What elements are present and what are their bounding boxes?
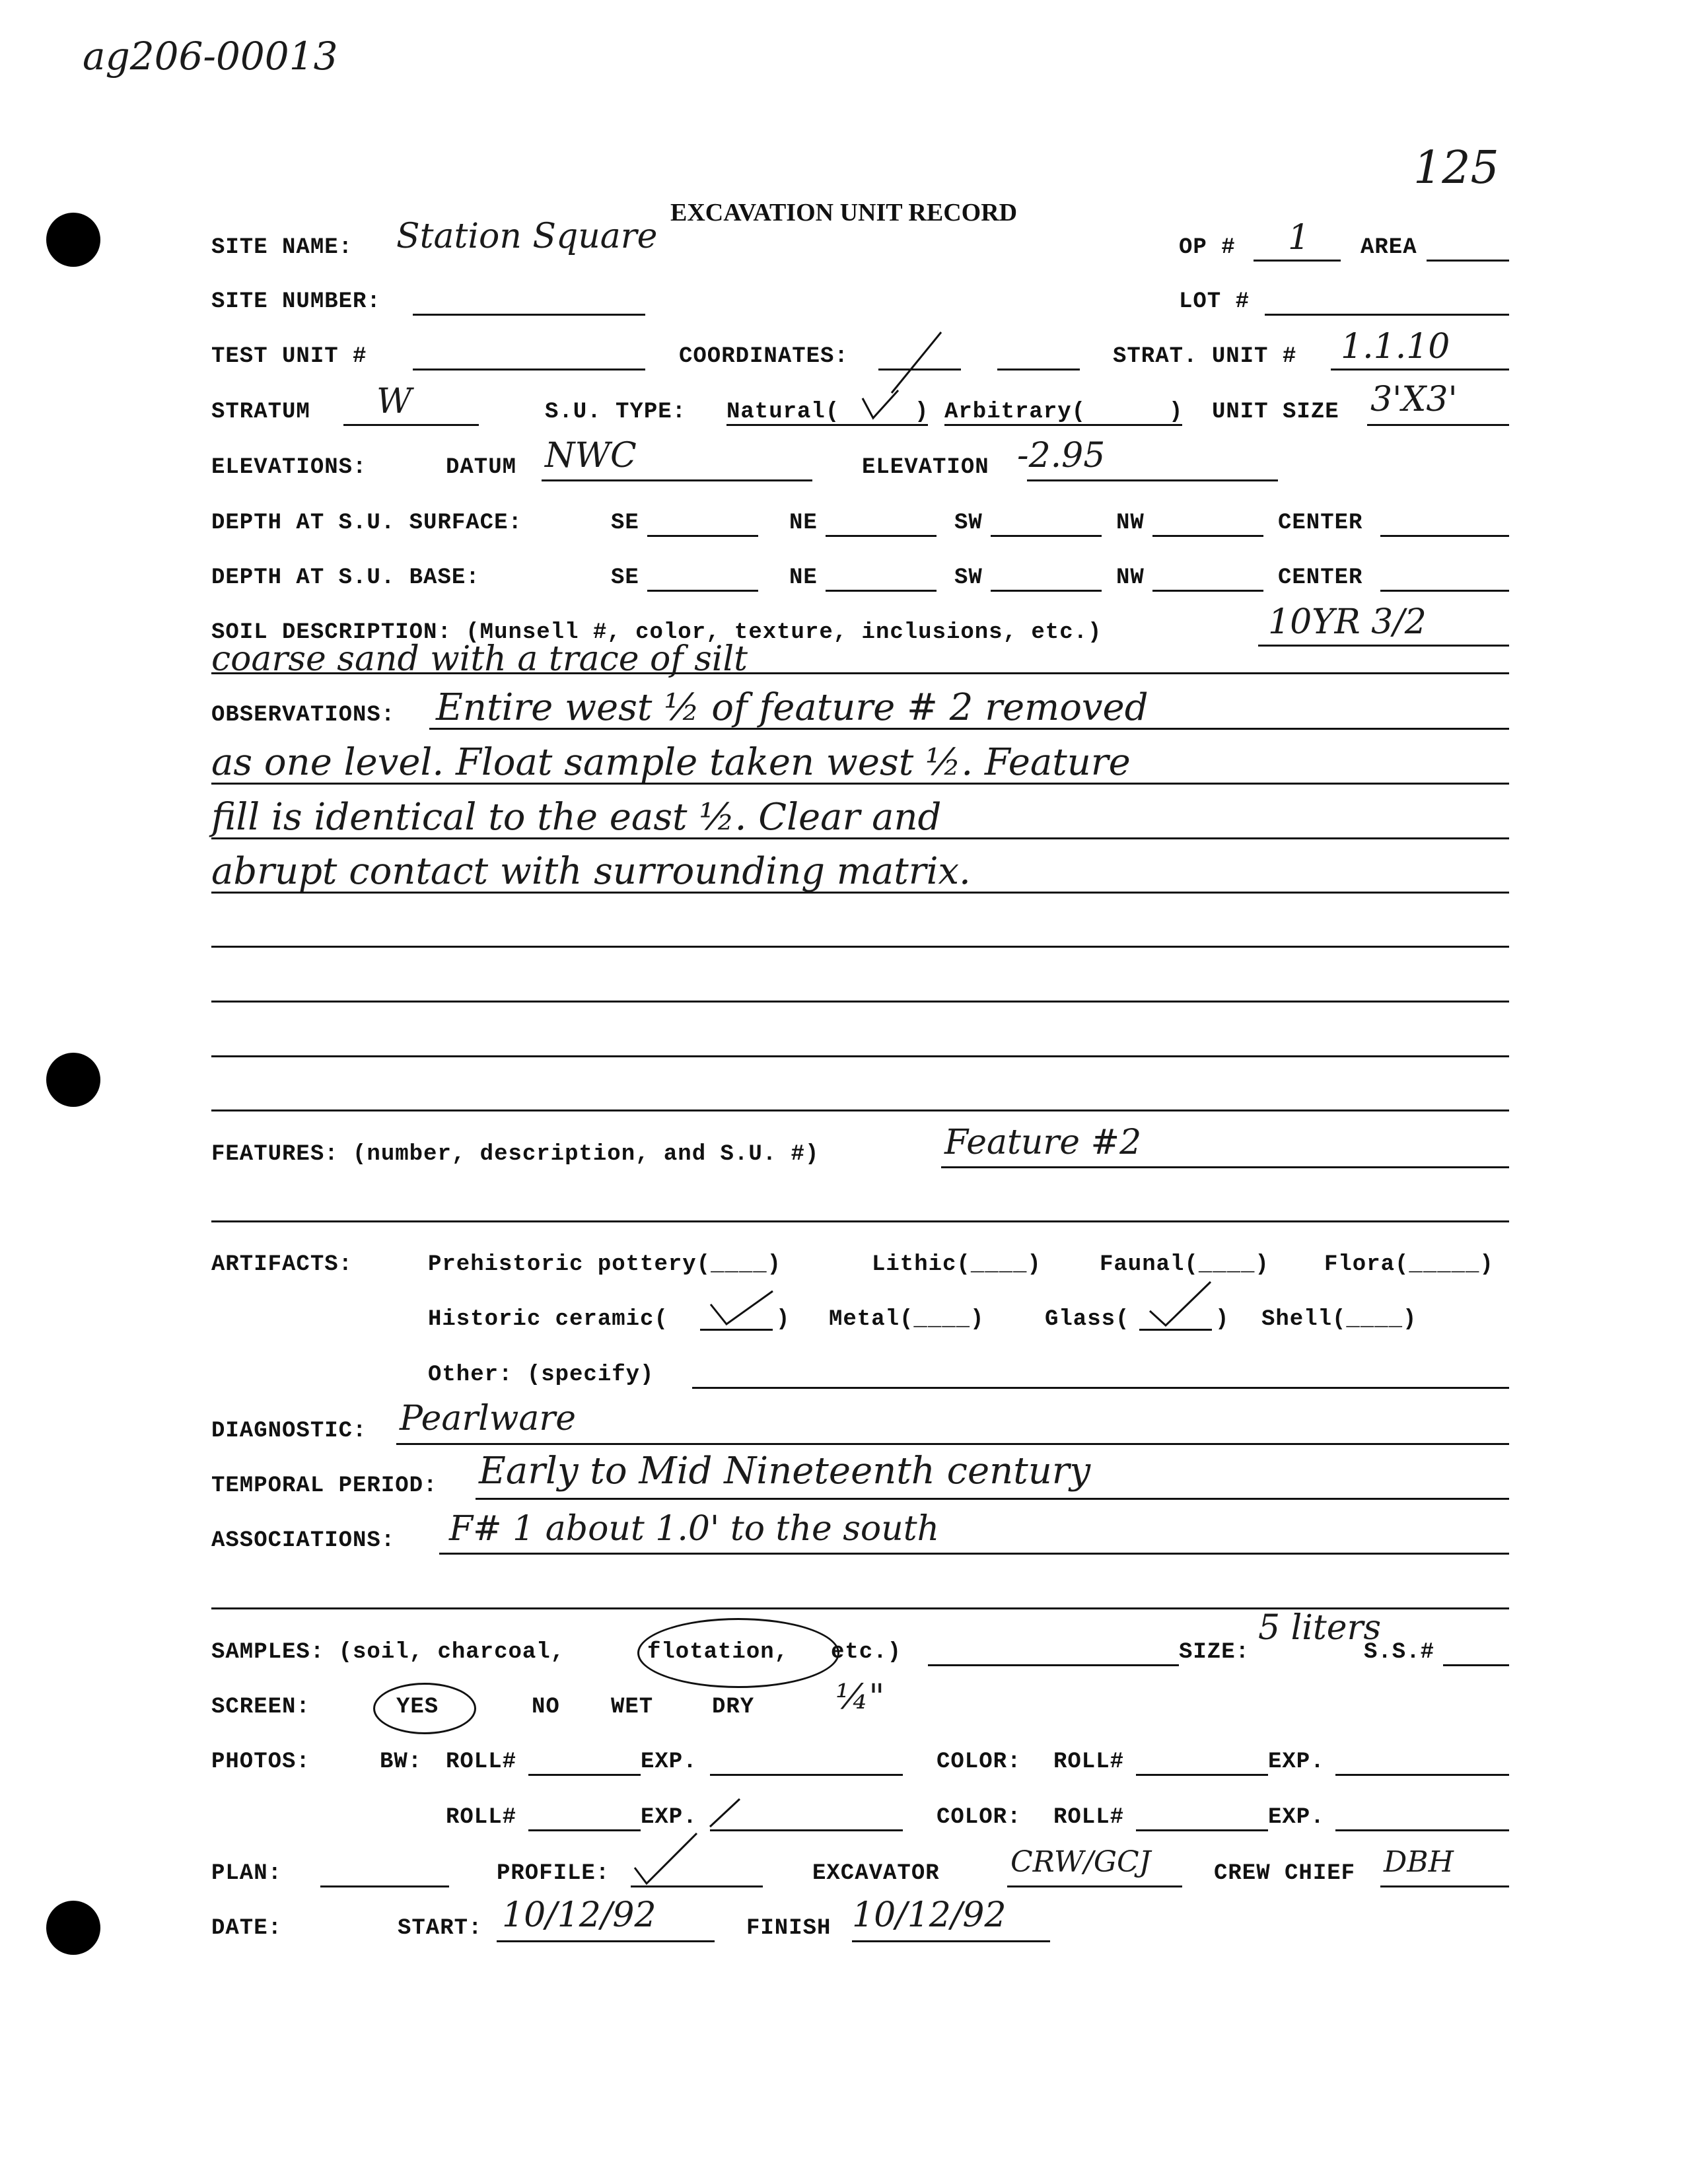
flotation-label: flotation, — [647, 1640, 789, 1665]
depth-base-nw-line — [1152, 590, 1263, 592]
site-number-line — [413, 314, 645, 316]
observations-line-7 — [211, 1055, 1509, 1057]
observations-line-3-text: fill is identical to the east ½. Clear and — [211, 796, 942, 839]
photos-bw-exp-line — [710, 1774, 903, 1776]
shell: Shell(____) — [1261, 1307, 1417, 1332]
site-name-value: Station Square — [396, 217, 658, 256]
test-unit-line — [413, 369, 645, 370]
depth-base-ne-label: NE — [789, 565, 818, 590]
depth-base-se-line — [647, 590, 758, 592]
photos-roll-line-2 — [528, 1829, 641, 1831]
screen-yes-circle-mark — [373, 1683, 476, 1734]
depth-surface-center-label: CENTER — [1278, 511, 1363, 536]
form-title: EXCAVATION UNIT RECORD — [670, 199, 1018, 227]
depth-surface-se-label: SE — [611, 511, 639, 536]
depth-base-nw-label: NW — [1116, 565, 1145, 590]
datum-line — [542, 479, 812, 481]
elevation-line — [1027, 479, 1278, 481]
natural-label: Natural( — [726, 400, 840, 425]
depth-base-center-line — [1380, 590, 1509, 592]
screen-wet: WET — [611, 1695, 654, 1720]
associations-label: ASSOCIATIONS: — [211, 1528, 396, 1553]
size-value: 5 liters — [1258, 1608, 1382, 1648]
historic-ceramic-check-mark — [707, 1285, 779, 1331]
elevation-label: ELEVATION — [862, 455, 989, 480]
finish-line — [852, 1940, 1050, 1942]
document-id: ag206-00013 — [83, 34, 338, 79]
crew-chief-value: DBH — [1384, 1845, 1454, 1879]
soil-description-label: SOIL DESCRIPTION: (Munsell #, color, texture, inclusions, etc.) — [211, 620, 1102, 645]
depth-base-ne-line — [826, 590, 937, 592]
screen-label: SCREEN: — [211, 1695, 310, 1720]
page-number: 125 — [1413, 142, 1499, 194]
photos-color-roll-label-1: ROLL# — [1053, 1749, 1125, 1775]
features-line-2 — [211, 1220, 1509, 1222]
op-label: OP # — [1179, 235, 1236, 260]
lot-label: LOT # — [1179, 289, 1250, 314]
datum-label: DATUM — [446, 455, 517, 480]
photos-roll-label-2: ROLL# — [446, 1805, 517, 1830]
photos-exp-line-2 — [710, 1829, 903, 1831]
strat-unit-label: STRAT. UNIT # — [1113, 344, 1297, 369]
strat-unit-line — [1331, 369, 1509, 370]
metal: Metal(____) — [829, 1307, 985, 1332]
features-label: FEATURES: (number, description, and S.U. #) — [211, 1142, 820, 1167]
natural-underline — [726, 424, 928, 426]
depth-surface-nw-label: NW — [1116, 511, 1145, 536]
test-unit-label: TEST UNIT # — [211, 344, 367, 369]
features-value: Feature #2 — [944, 1123, 1142, 1162]
profile-label: PROFILE: — [497, 1861, 610, 1886]
glass-check-mark — [1146, 1278, 1219, 1331]
photos-bw-label: BW: — [380, 1749, 423, 1775]
observations-line-6 — [211, 1001, 1509, 1003]
size-label: SIZE: — [1179, 1640, 1250, 1665]
op-line — [1254, 260, 1341, 262]
start-line — [497, 1940, 715, 1942]
excavator-label: EXCAVATOR — [812, 1861, 940, 1886]
datum-value: NWC — [545, 436, 637, 476]
photos-color-exp-line-2 — [1335, 1829, 1509, 1831]
samples-line — [928, 1664, 1179, 1666]
historic-ceramic: Historic ceramic( — [428, 1307, 668, 1332]
lithic: Lithic(____) — [872, 1252, 1042, 1277]
depth-surface-label: DEPTH AT S.U. SURFACE: — [211, 511, 522, 536]
photos-color-label-1: COLOR: — [937, 1749, 1022, 1775]
photos-label: PHOTOS: — [211, 1749, 310, 1775]
coordinates-line-2 — [997, 369, 1080, 370]
ss-label: S.S.# — [1364, 1640, 1435, 1665]
area-line — [1427, 260, 1509, 262]
observations-line-2-text: as one level. Float sample taken west ½. Feature — [211, 741, 1131, 784]
unit-size-value: 3'X3' — [1370, 380, 1458, 419]
strat-unit-value: 1.1.10 — [1341, 327, 1450, 367]
photos-color-roll-line-1 — [1136, 1774, 1268, 1776]
soil-munsell-line — [1258, 645, 1509, 647]
artifacts-label: ARTIFACTS: — [211, 1252, 353, 1277]
observations-line-5 — [211, 946, 1509, 948]
unit-size-label: UNIT SIZE — [1212, 400, 1339, 425]
punch-hole-bottom — [46, 1901, 100, 1955]
historic-ceramic-close: ) — [776, 1307, 791, 1332]
excavator-value: CRW/GCJ — [1010, 1845, 1151, 1879]
temporal-period-value: Early to Mid Nineteenth century — [479, 1450, 1091, 1493]
depth-base-sw-line — [991, 590, 1102, 592]
diagnostic-value: Pearlware — [400, 1399, 577, 1438]
screen-yes: YES — [396, 1695, 439, 1720]
etc-label: etc.) — [831, 1640, 902, 1665]
soil-texture-value: coarse sand with a trace of silt — [211, 639, 748, 679]
depth-surface-ne-line — [826, 535, 937, 537]
arbitrary-underline — [944, 424, 1182, 426]
observations-label: OBSERVATIONS: — [211, 703, 396, 728]
faunal: Faunal(____) — [1100, 1252, 1269, 1277]
photos-bw-exp-label: EXP. — [641, 1749, 697, 1775]
unit-size-line — [1367, 424, 1509, 426]
depth-base-sw-label: SW — [954, 565, 983, 590]
observations-line-4-text: abrupt contact with surrounding matrix. — [211, 850, 971, 893]
prehistoric-pottery: Prehistoric pottery(____) — [428, 1252, 782, 1277]
arbitrary-close: ) — [1169, 400, 1184, 425]
punch-hole-top — [46, 213, 100, 267]
start-label: START: — [398, 1916, 483, 1941]
observations-line-8 — [211, 1110, 1509, 1111]
site-name-label: SITE NAME: — [211, 235, 353, 260]
date-label: DATE: — [211, 1916, 283, 1941]
photos-exp-label-2: EXP. — [641, 1805, 697, 1830]
observations-line-1-text: Entire west ½ of feature # 2 removed — [436, 686, 1149, 729]
flora: Flora(_____) — [1324, 1252, 1494, 1277]
other-line — [692, 1387, 1509, 1389]
photos-color-exp-line-1 — [1335, 1774, 1509, 1776]
depth-surface-sw-label: SW — [954, 511, 983, 536]
temporal-period-line — [476, 1498, 1509, 1500]
crew-chief-label: CREW CHIEF — [1214, 1861, 1356, 1886]
temporal-period-label: TEMPORAL PERIOD: — [211, 1473, 438, 1498]
photos-color-roll-line-2 — [1136, 1829, 1268, 1831]
depth-surface-se-line — [647, 535, 758, 537]
site-number-label: SITE NUMBER: — [211, 289, 381, 314]
other-label: Other: (specify) — [428, 1362, 654, 1388]
glass-close: ) — [1215, 1307, 1230, 1332]
coordinates-label: COORDINATES: — [679, 344, 849, 369]
stratum-label: STRATUM — [211, 400, 310, 425]
finish-label: FINISH — [746, 1916, 831, 1941]
diagnostic-label: DIAGNOSTIC: — [211, 1419, 367, 1444]
photos-color-exp-label-1: EXP. — [1268, 1749, 1325, 1775]
screen-mesh-value: ¼" — [835, 1677, 885, 1717]
punch-hole-middle — [46, 1053, 100, 1107]
photos-exp-slash-mark — [703, 1795, 743, 1828]
ss-line — [1443, 1664, 1509, 1666]
su-type-label: S.U. TYPE: — [545, 400, 687, 425]
arbitrary-label: Arbitrary( — [944, 400, 1086, 425]
stratum-value: W — [376, 382, 412, 421]
diagnostic-line — [396, 1443, 1509, 1445]
stratum-line — [343, 424, 479, 426]
flotation-circle-mark — [637, 1618, 839, 1688]
soil-munsell-value: 10YR 3/2 — [1268, 602, 1427, 642]
op-value: 1 — [1288, 218, 1310, 258]
samples-label: SAMPLES: (soil, charcoal, — [211, 1640, 565, 1665]
elevations-label: ELEVATIONS: — [211, 455, 367, 480]
screen-no: NO — [532, 1695, 560, 1720]
depth-surface-sw-line — [991, 535, 1102, 537]
photos-color-roll-label-2: ROLL# — [1053, 1805, 1125, 1830]
photos-bw-roll-line — [528, 1774, 641, 1776]
plan-line — [320, 1885, 449, 1887]
photos-color-exp-label-2: EXP. — [1268, 1805, 1325, 1830]
screen-dry: DRY — [712, 1695, 755, 1720]
area-label: AREA — [1361, 235, 1417, 260]
excavator-line — [1007, 1885, 1182, 1887]
depth-surface-nw-line — [1152, 535, 1263, 537]
depth-base-center-label: CENTER — [1278, 565, 1363, 590]
elevation-value: -2.95 — [1017, 436, 1106, 476]
finish-date-value: 10/12/92 — [852, 1895, 1007, 1935]
lot-line — [1265, 314, 1509, 316]
depth-surface-ne-label: NE — [789, 511, 818, 536]
depth-base-se-label: SE — [611, 565, 639, 590]
plan-label: PLAN: — [211, 1861, 283, 1886]
depth-base-label: DEPTH AT S.U. BASE: — [211, 565, 480, 590]
profile-check-mark — [631, 1829, 703, 1889]
photos-bw-roll-label: ROLL# — [446, 1749, 517, 1775]
associations-line — [439, 1553, 1509, 1555]
glass: Glass( — [1045, 1307, 1130, 1332]
depth-surface-center-line — [1380, 535, 1509, 537]
start-date-value: 10/12/92 — [502, 1895, 656, 1935]
photos-color-label-2: COLOR: — [937, 1805, 1022, 1830]
associations-value: F# 1 about 1.0' to the south — [449, 1509, 940, 1549]
features-line — [941, 1166, 1509, 1168]
natural-check-mark — [859, 386, 905, 426]
natural-close: ) — [915, 400, 929, 425]
crew-chief-line — [1380, 1885, 1509, 1887]
